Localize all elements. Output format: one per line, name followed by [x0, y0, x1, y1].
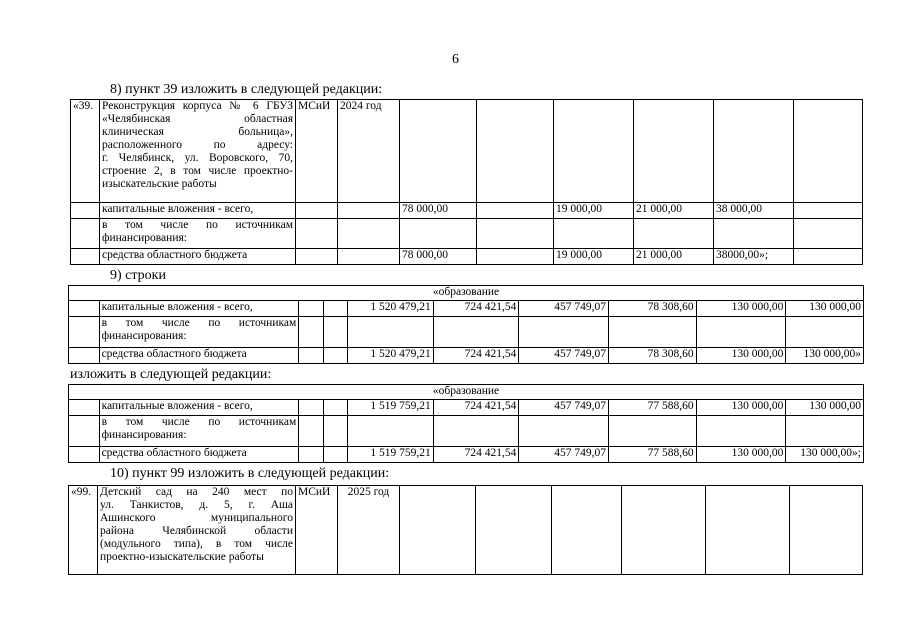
section-8-heading: 8) пункт 39 изложить в следующей редакции:: [110, 82, 383, 97]
value-cell: 1 520 479,21: [348, 348, 434, 364]
value-cell: 724 421,54: [433, 447, 519, 463]
row-label: в том числе по источникам финансирования:: [100, 219, 296, 249]
item-description: Реконструкция корпуса № 6 ГБУЗ «Челябинская областная клиническая больница», расположенного по адресу: г. Челябинск, ул. Воровского, 70, строение 2, в том числе проектно- изыскательские работы: [100, 100, 296, 203]
table-row: [69, 317, 864, 348]
value-cell: 19 000,00: [554, 203, 634, 219]
table-row: [71, 249, 863, 265]
item-agency: МСиИ: [296, 486, 338, 575]
table-education-old: [68, 285, 864, 364]
table-row: [69, 447, 864, 463]
value-cell: 130 000,00»;: [786, 447, 864, 463]
item-year: 2024 год: [338, 100, 400, 203]
value-cell: 78 308,60: [609, 348, 697, 364]
value-cell: 77 588,60: [609, 400, 697, 416]
table-row: [69, 400, 864, 416]
value-cell: 130 000,00: [786, 400, 864, 416]
value-cell: 1 519 759,21: [348, 447, 434, 463]
value-cell: [794, 249, 863, 265]
value-cell: 130 000,00»: [786, 348, 864, 364]
row-label: капитальные вложения - всего,: [99, 400, 299, 416]
row-label: средства областного бюджета: [100, 249, 296, 265]
middle-heading: изложить в следующей редакции:: [70, 367, 272, 382]
value-cell: 130 000,00: [696, 447, 786, 463]
value-cell: 130 000,00: [786, 301, 864, 317]
table-row: [69, 416, 864, 447]
value-cell: 21 000,00: [634, 203, 714, 219]
value-cell: [477, 249, 554, 265]
table-row: [71, 219, 863, 249]
row-label: капитальные вложения - всего,: [99, 301, 299, 317]
value-cell: 130 000,00: [696, 400, 786, 416]
table-item-99: [68, 485, 863, 575]
page-number: 6: [452, 52, 459, 67]
table-row: [69, 348, 864, 364]
value-cell: 38 000,00: [714, 203, 794, 219]
table-row: [69, 486, 863, 575]
value-cell: 1 520 479,21: [348, 301, 434, 317]
value-cell: 19 000,00: [554, 249, 634, 265]
item-description: Детский сад на 240 мест по ул. Танкистов, д. 5, г. Аша Ашинского муниципального района Челябинской области (модульного типа), в том числе проектно-изыскательские работы: [98, 486, 296, 575]
row-label: средства областного бюджета: [99, 447, 299, 463]
value-cell: 78 000,00: [400, 249, 477, 265]
row-label: в том числе по источникам финансирования:: [99, 416, 299, 447]
value-cell: 724 421,54: [433, 400, 519, 416]
item-year: 2025 год: [338, 486, 400, 575]
row-label: средства областного бюджета: [99, 348, 299, 364]
value-cell: 130 000,00: [696, 301, 786, 317]
value-cell: 457 749,07: [519, 348, 609, 364]
value-cell: 457 749,07: [519, 447, 609, 463]
section-10-heading: 10) пункт 99 изложить в следующей редакции:: [110, 466, 390, 481]
table-row: [69, 385, 864, 400]
table-row: [69, 286, 864, 301]
section-title: «образование: [69, 286, 864, 301]
value-cell: 78 000,00: [400, 203, 477, 219]
value-cell: 724 421,54: [433, 348, 519, 364]
item-agency: МСиИ: [296, 100, 338, 203]
table-row: [71, 203, 863, 219]
table-item-39: [70, 99, 863, 265]
value-cell: 38000,00»;: [714, 249, 794, 265]
row-label: в том числе по источникам финансирования:: [99, 317, 299, 348]
section-title: «образование: [69, 385, 864, 400]
value-cell: 1 519 759,21: [348, 400, 434, 416]
value-cell: 77 588,60: [609, 447, 697, 463]
value-cell: 724 421,54: [433, 301, 519, 317]
value-cell: 130 000,00: [696, 348, 786, 364]
section-9-heading: 9) строки: [110, 268, 166, 283]
row-label: капитальные вложения - всего,: [100, 203, 296, 219]
table-education-new: [68, 384, 864, 463]
table-row: [69, 301, 864, 317]
value-cell: [477, 203, 554, 219]
value-cell: 457 749,07: [519, 400, 609, 416]
item-number: «99.: [69, 486, 98, 575]
value-cell: 78 308,60: [609, 301, 697, 317]
table-row: [71, 100, 863, 203]
value-cell: [794, 203, 863, 219]
value-cell: 457 749,07: [519, 301, 609, 317]
value-cell: 21 000,00: [634, 249, 714, 265]
item-number: «39.: [71, 100, 100, 203]
